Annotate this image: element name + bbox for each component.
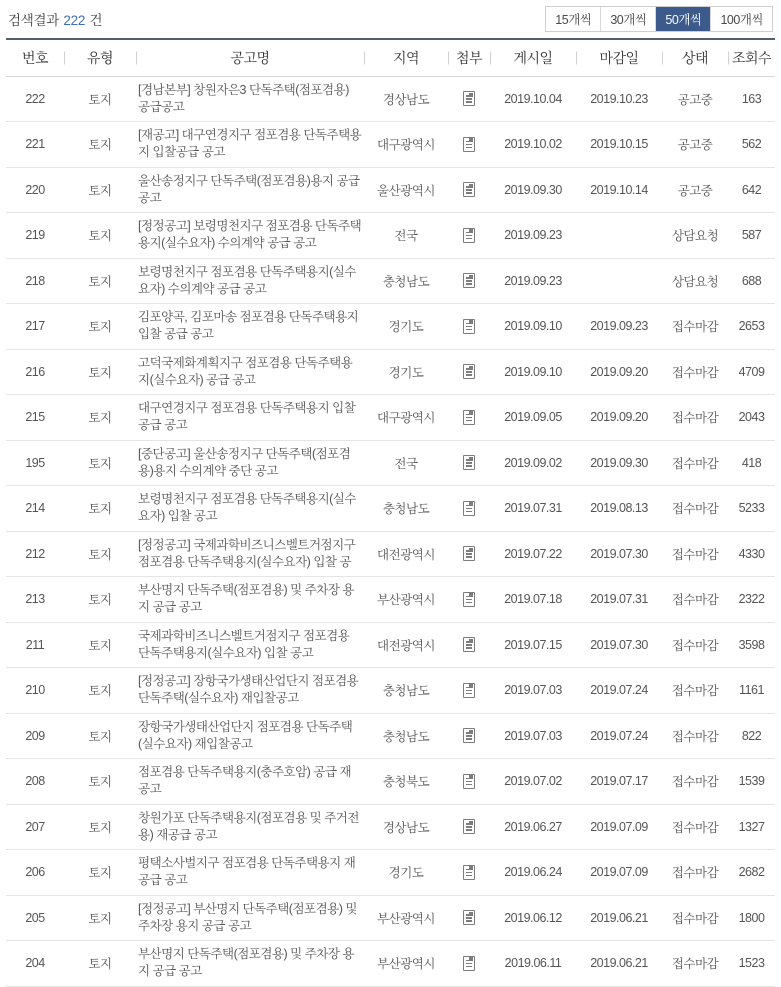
table-row[interactable] — [6, 713, 775, 759]
cell-number: 195 — [6, 440, 64, 486]
cell-attachment — [448, 304, 490, 350]
cell-deadline-date: 2019.07.30 — [576, 622, 662, 668]
cell-deadline-date: 2019.07.24 — [576, 668, 662, 714]
cell-posted-date: 2019.09.02 — [490, 440, 576, 486]
cell-deadline-date: 2019.10.23 — [576, 76, 662, 122]
document-icon[interactable] — [463, 364, 475, 379]
document-icon[interactable] — [463, 865, 475, 880]
cell-title[interactable]: 부산명지 단독주택(점포겸용) 및 주차장 용지 공급 공고 — [136, 941, 364, 987]
cell-region: 경상남도 — [364, 76, 448, 122]
cell-type: 토지 — [64, 76, 136, 122]
cell-deadline-date: 2019.07.09 — [576, 850, 662, 896]
cell-number: 221 — [6, 122, 64, 168]
cell-title[interactable]: 장항국가생태산업단지 점포겸용 단독주택(실수요자) 재입찰공고 — [136, 713, 364, 759]
table-row[interactable] — [6, 395, 775, 441]
cell-posted-date: 2019.09.30 — [490, 167, 576, 213]
cell-type: 토지 — [64, 895, 136, 941]
cell-attachment — [448, 486, 490, 532]
cell-attachment — [448, 531, 490, 577]
cell-number: 215 — [6, 395, 64, 441]
cell-deadline-date — [576, 258, 662, 304]
cell-title[interactable]: 울산송정지구 단독주택(점포겸용)용지 공급 공고 — [136, 167, 364, 213]
cell-status: 상담요청 — [662, 213, 728, 259]
cell-title[interactable]: 부산명지 단독주택(점포겸용) 및 주차장 용지 공급 공고 — [136, 577, 364, 623]
document-icon[interactable] — [463, 546, 475, 561]
cell-attachment — [448, 850, 490, 896]
document-icon[interactable] — [463, 683, 475, 698]
cell-deadline-date: 2019.10.15 — [576, 122, 662, 168]
cell-region: 경기도 — [364, 850, 448, 896]
table-row[interactable] — [6, 531, 775, 577]
document-icon[interactable] — [463, 137, 475, 152]
cell-status: 접수마감 — [662, 804, 728, 850]
cell-views: 688 — [728, 258, 775, 304]
announcement-table — [6, 38, 775, 987]
column-header-no: 번호 — [6, 39, 64, 76]
cell-type: 토지 — [64, 304, 136, 350]
cell-title[interactable]: [정정공고] 국제과학비즈니스벨트거점지구 점포겸용 단독주택용지(실수요자) 입찰 공 — [136, 531, 364, 577]
cell-views: 642 — [728, 167, 775, 213]
cell-views: 5233 — [728, 486, 775, 532]
table-row[interactable] — [6, 76, 775, 122]
cell-title[interactable]: [경남본부] 창원자은3 단독주택(점포겸용) 공급공고 — [136, 76, 364, 122]
cell-type: 토지 — [64, 440, 136, 486]
cell-views: 587 — [728, 213, 775, 259]
cell-title[interactable]: 평택소사벌지구 점포겸용 단독주택용지 재공급 공고 — [136, 850, 364, 896]
table-row[interactable] — [6, 304, 775, 350]
cell-posted-date: 2019.07.31 — [490, 486, 576, 532]
cell-posted-date: 2019.09.10 — [490, 304, 576, 350]
cell-posted-date: 2019.06.11 — [490, 941, 576, 987]
cell-title[interactable]: [정정공고] 장항국가생태산업단지 점포겸용 단독주택(실수요자) 재입찰공고 — [136, 668, 364, 714]
cell-status: 접수마감 — [662, 668, 728, 714]
cell-views: 1800 — [728, 895, 775, 941]
cell-title[interactable]: 대구연경지구 점포겸용 단독주택용지 입찰 공급 공고 — [136, 395, 364, 441]
column-header-status: 상태 — [662, 39, 728, 76]
cell-posted-date: 2019.07.22 — [490, 531, 576, 577]
cell-type: 토지 — [64, 395, 136, 441]
cell-attachment — [448, 167, 490, 213]
cell-status: 접수마감 — [662, 850, 728, 896]
cell-attachment — [448, 804, 490, 850]
cell-number: 220 — [6, 167, 64, 213]
cell-deadline-date: 2019.08.13 — [576, 486, 662, 532]
cell-region: 전국 — [364, 440, 448, 486]
cell-region: 전국 — [364, 213, 448, 259]
cell-status: 접수마감 — [662, 349, 728, 395]
cell-type: 토지 — [64, 668, 136, 714]
table-header — [6, 39, 775, 76]
table-row[interactable] — [6, 167, 775, 213]
column-header-title: 공고명 — [136, 39, 364, 76]
document-icon[interactable] — [463, 91, 475, 106]
column-header-region: 지역 — [364, 39, 448, 76]
cell-views: 1539 — [728, 759, 775, 805]
cell-posted-date: 2019.10.04 — [490, 76, 576, 122]
cell-region: 대구광역시 — [364, 122, 448, 168]
table-row[interactable] — [6, 258, 775, 304]
cell-deadline-date: 2019.07.09 — [576, 804, 662, 850]
cell-views: 163 — [728, 76, 775, 122]
cell-views: 3598 — [728, 622, 775, 668]
cell-number: 204 — [6, 941, 64, 987]
document-icon[interactable] — [463, 455, 475, 470]
cell-region: 대전광역시 — [364, 531, 448, 577]
table-row[interactable] — [6, 895, 775, 941]
cell-status: 접수마감 — [662, 895, 728, 941]
cell-posted-date: 2019.10.02 — [490, 122, 576, 168]
cell-title[interactable]: 고덕국제화계획지구 점포겸용 단독주택용지(실수요자) 공급 공고 — [136, 349, 364, 395]
cell-region: 경기도 — [364, 304, 448, 350]
table-row[interactable] — [6, 850, 775, 896]
cell-region: 대구광역시 — [364, 395, 448, 441]
cell-deadline-date: 2019.09.20 — [576, 395, 662, 441]
document-icon[interactable] — [463, 501, 475, 516]
cell-posted-date: 2019.07.03 — [490, 713, 576, 759]
cell-deadline-date: 2019.07.31 — [576, 577, 662, 623]
table-row[interactable] — [6, 668, 775, 714]
cell-attachment — [448, 895, 490, 941]
cell-deadline-date: 2019.07.30 — [576, 531, 662, 577]
cell-number: 214 — [6, 486, 64, 532]
cell-status: 접수마감 — [662, 531, 728, 577]
cell-region: 대전광역시 — [364, 622, 448, 668]
cell-region: 충청남도 — [364, 486, 448, 532]
page-size-selector[interactable] — [545, 6, 773, 32]
cell-deadline-date: 2019.10.14 — [576, 167, 662, 213]
cell-attachment — [448, 941, 490, 987]
cell-posted-date: 2019.09.23 — [490, 258, 576, 304]
document-icon[interactable] — [463, 228, 475, 243]
cell-status: 공고중 — [662, 122, 728, 168]
cell-type: 토지 — [64, 804, 136, 850]
cell-posted-date: 2019.06.12 — [490, 895, 576, 941]
cell-status: 접수마감 — [662, 395, 728, 441]
cell-title[interactable]: 점포겸용 단독주택용지(충주호암) 공급 재공고 — [136, 759, 364, 805]
page-size-option-100[interactable]: 100개씩 — [711, 7, 772, 31]
document-icon[interactable] — [463, 637, 475, 652]
cell-type: 토지 — [64, 122, 136, 168]
cell-type: 토지 — [64, 941, 136, 987]
cell-number: 206 — [6, 850, 64, 896]
cell-posted-date: 2019.07.15 — [490, 622, 576, 668]
cell-title[interactable]: 김포양곡, 김포마송 점포겸용 단독주택용지 입찰 공급 공고 — [136, 304, 364, 350]
cell-posted-date: 2019.07.18 — [490, 577, 576, 623]
cell-region: 경상남도 — [364, 804, 448, 850]
cell-type: 토지 — [64, 622, 136, 668]
cell-region: 충청북도 — [364, 759, 448, 805]
cell-type: 토지 — [64, 759, 136, 805]
cell-title[interactable]: 보령명천지구 점포겸용 단독주택용지(실수요자) 입찰 공고 — [136, 486, 364, 532]
cell-attachment — [448, 349, 490, 395]
cell-views: 1523 — [728, 941, 775, 987]
cell-views: 2322 — [728, 577, 775, 623]
cell-attachment — [448, 622, 490, 668]
cell-attachment — [448, 713, 490, 759]
cell-deadline-date: 2019.07.17 — [576, 759, 662, 805]
cell-number: 212 — [6, 531, 64, 577]
cell-views: 822 — [728, 713, 775, 759]
cell-number: 209 — [6, 713, 64, 759]
column-header-post: 게시일 — [490, 39, 576, 76]
cell-posted-date: 2019.07.03 — [490, 668, 576, 714]
cell-views: 4330 — [728, 531, 775, 577]
result-count-prefix: 검색결과 — [8, 13, 59, 28]
cell-attachment — [448, 76, 490, 122]
table-row[interactable] — [6, 486, 775, 532]
table-row[interactable] — [6, 804, 775, 850]
table-row[interactable] — [6, 122, 775, 168]
cell-deadline-date: 2019.09.30 — [576, 440, 662, 486]
cell-deadline-date: 2019.09.23 — [576, 304, 662, 350]
cell-status: 공고중 — [662, 76, 728, 122]
document-icon[interactable] — [463, 592, 475, 607]
cell-type: 토지 — [64, 349, 136, 395]
cell-number: 222 — [6, 76, 64, 122]
cell-type: 토지 — [64, 258, 136, 304]
cell-views: 4709 — [728, 349, 775, 395]
cell-title[interactable]: 국제과학비즈니스벨트거점지구 점포겸용 단독주택용지(실수요자) 입찰 공고 — [136, 622, 364, 668]
cell-posted-date: 2019.07.02 — [490, 759, 576, 805]
cell-attachment — [448, 759, 490, 805]
document-icon[interactable] — [463, 273, 475, 288]
results-toolbar — [0, 0, 781, 38]
cell-number: 218 — [6, 258, 64, 304]
cell-number: 213 — [6, 577, 64, 623]
cell-attachment — [448, 395, 490, 441]
cell-views: 418 — [728, 440, 775, 486]
cell-views: 2682 — [728, 850, 775, 896]
cell-number: 210 — [6, 668, 64, 714]
document-icon[interactable] — [463, 910, 475, 925]
cell-deadline-date: 2019.06.21 — [576, 941, 662, 987]
cell-title[interactable]: [재공고] 대구연경지구 점포겸용 단독주택용지 입찰공급 공고 — [136, 122, 364, 168]
cell-region: 부산광역시 — [364, 941, 448, 987]
document-icon[interactable] — [463, 319, 475, 334]
cell-region: 충청남도 — [364, 713, 448, 759]
cell-type: 토지 — [64, 850, 136, 896]
table-row[interactable] — [6, 759, 775, 805]
cell-status: 접수마감 — [662, 941, 728, 987]
cell-region: 경기도 — [364, 349, 448, 395]
table-row[interactable] — [6, 941, 775, 987]
document-icon[interactable] — [463, 956, 475, 971]
cell-number: 207 — [6, 804, 64, 850]
cell-type: 토지 — [64, 486, 136, 532]
cell-views: 2043 — [728, 395, 775, 441]
table-row[interactable] — [6, 622, 775, 668]
document-icon[interactable] — [463, 410, 475, 425]
cell-posted-date: 2019.06.24 — [490, 850, 576, 896]
cell-title[interactable]: [정정공고] 보령명천지구 점포겸용 단독주택용지(실수요자) 수의계약 공급 공고 — [136, 213, 364, 259]
cell-status: 접수마감 — [662, 713, 728, 759]
cell-number: 211 — [6, 622, 64, 668]
cell-number: 216 — [6, 349, 64, 395]
cell-deadline-date: 2019.09.20 — [576, 349, 662, 395]
cell-deadline-date: 2019.07.24 — [576, 713, 662, 759]
page-size-option-15[interactable]: 15개씩 — [546, 7, 601, 31]
column-header-type: 유형 — [64, 39, 136, 76]
cell-region: 부산광역시 — [364, 895, 448, 941]
cell-attachment — [448, 258, 490, 304]
cell-title[interactable]: 창원가포 단독주택용지(점포겸용 및 주거전용) 재공급 공고 — [136, 804, 364, 850]
cell-number: 205 — [6, 895, 64, 941]
cell-number: 208 — [6, 759, 64, 805]
cell-attachment — [448, 440, 490, 486]
cell-deadline-date: 2019.06.21 — [576, 895, 662, 941]
document-icon[interactable] — [463, 728, 475, 743]
column-header-dead: 마감일 — [576, 39, 662, 76]
document-icon[interactable] — [463, 774, 475, 789]
cell-region: 울산광역시 — [364, 167, 448, 213]
cell-region: 충청남도 — [364, 668, 448, 714]
cell-attachment — [448, 577, 490, 623]
cell-type: 토지 — [64, 213, 136, 259]
cell-type: 토지 — [64, 167, 136, 213]
cell-title[interactable]: [정정공고] 부산명지 단독주택(점포겸용) 및 주차장 용지 공급 공고 — [136, 895, 364, 941]
cell-deadline-date — [576, 213, 662, 259]
column-header-views: 조회수 — [728, 39, 775, 76]
cell-views: 562 — [728, 122, 775, 168]
cell-status: 접수마감 — [662, 759, 728, 805]
cell-attachment — [448, 122, 490, 168]
result-count-suffix: 건 — [89, 13, 103, 28]
cell-status: 접수마감 — [662, 622, 728, 668]
page-size-option-50[interactable]: 50개씩 — [656, 7, 711, 31]
table-header-row — [6, 39, 775, 76]
cell-status: 접수마감 — [662, 577, 728, 623]
cell-views: 1327 — [728, 804, 775, 850]
cell-type: 토지 — [64, 531, 136, 577]
cell-status: 공고중 — [662, 167, 728, 213]
cell-attachment — [448, 668, 490, 714]
cell-views: 1161 — [728, 668, 775, 714]
cell-posted-date: 2019.09.23 — [490, 213, 576, 259]
cell-region: 부산광역시 — [364, 577, 448, 623]
cell-number: 217 — [6, 304, 64, 350]
cell-title[interactable]: [중단공고] 울산송정지구 단독주택(점포겸용)용지 수의계약 중단 공고 — [136, 440, 364, 486]
cell-region: 충청남도 — [364, 258, 448, 304]
document-icon[interactable] — [463, 819, 475, 834]
page-size-option-30[interactable]: 30개씩 — [601, 7, 656, 31]
cell-posted-date: 2019.09.10 — [490, 349, 576, 395]
table-row[interactable] — [6, 440, 775, 486]
cell-views: 2653 — [728, 304, 775, 350]
cell-status: 접수마감 — [662, 440, 728, 486]
cell-status: 상담요청 — [662, 258, 728, 304]
column-header-att: 첨부 — [448, 39, 490, 76]
result-count — [8, 9, 102, 29]
cell-status: 접수마감 — [662, 486, 728, 532]
cell-posted-date: 2019.09.05 — [490, 395, 576, 441]
table-row[interactable] — [6, 577, 775, 623]
table-row[interactable] — [6, 213, 775, 259]
table-body — [6, 76, 775, 986]
cell-status: 접수마감 — [662, 304, 728, 350]
table-row[interactable] — [6, 349, 775, 395]
listing-table-container — [0, 38, 781, 987]
cell-type: 토지 — [64, 577, 136, 623]
cell-number: 219 — [6, 213, 64, 259]
result-count-number: 222 — [63, 13, 86, 28]
cell-type: 토지 — [64, 713, 136, 759]
cell-title[interactable]: 보령명천지구 점포겸용 단독주택용지(실수요자) 수의계약 공급 공고 — [136, 258, 364, 304]
document-icon[interactable] — [463, 182, 475, 197]
cell-attachment — [448, 213, 490, 259]
cell-posted-date: 2019.06.27 — [490, 804, 576, 850]
